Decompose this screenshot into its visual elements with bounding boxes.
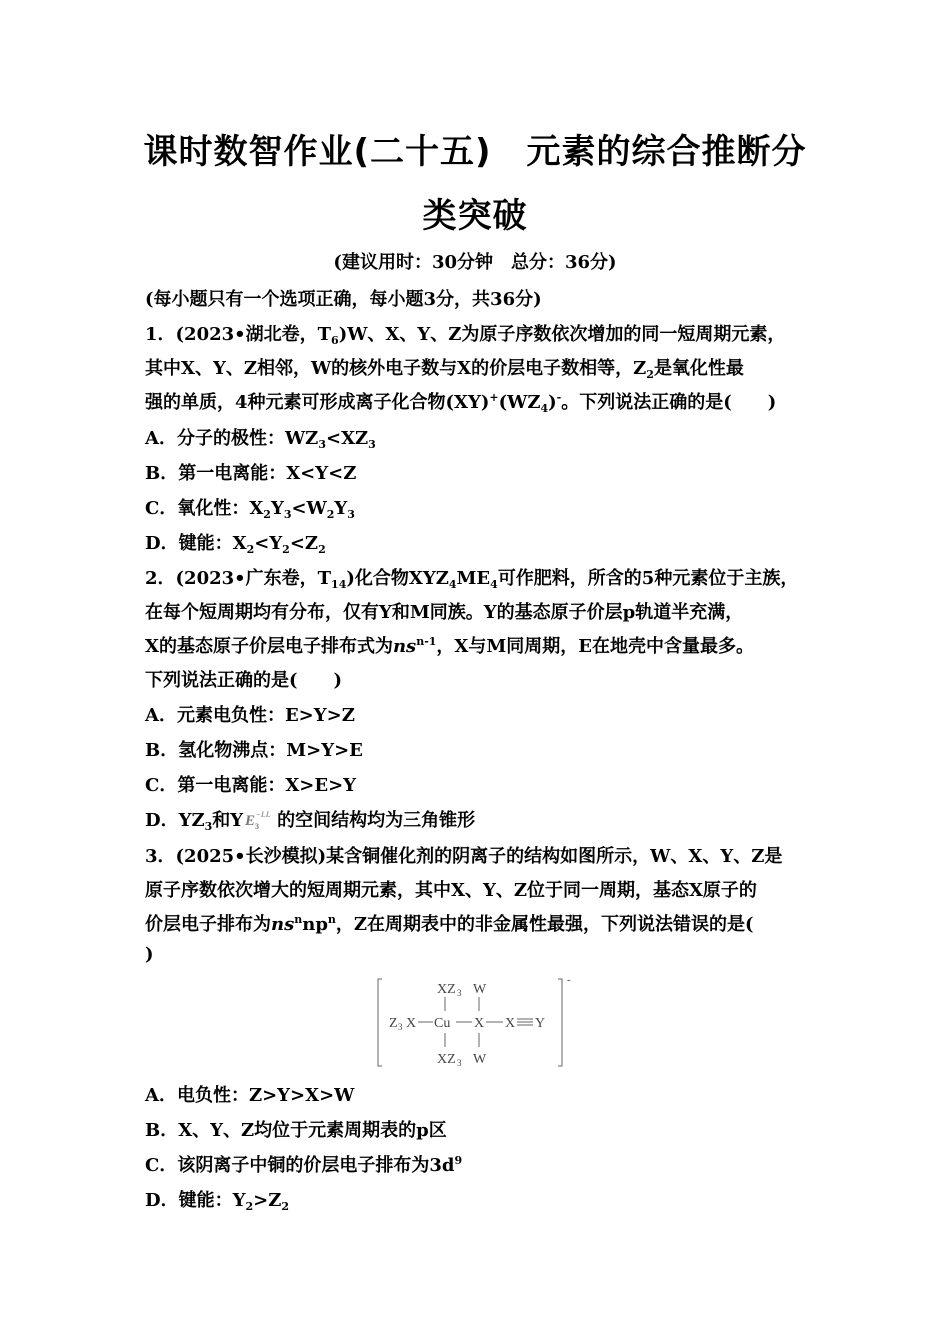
- q2-option-c: C．第一电离能：X>E>Y: [145, 775, 357, 796]
- q1-option-d: D．键能：$X_2<Y_2<Z_2$: [145, 533, 326, 556]
- ion-sup: −LL: [256, 810, 271, 819]
- center-x-label: X: [474, 1016, 485, 1031]
- left-z-sub: 3: [398, 1022, 403, 1032]
- q3-option-d: D．键能：$Y_2>Z_2$: [145, 1190, 290, 1213]
- ion-sub: 3: [255, 822, 260, 830]
- q3-stem-line4: ): [145, 944, 154, 965]
- q1-option-a: A．分子的极性：$WZ_3<XZ_3$: [145, 428, 376, 451]
- bottom-w-label: W: [473, 1052, 487, 1067]
- top-xz-label: XZ: [437, 982, 456, 997]
- page-title-line1: 课时数智作业(二十五) 元素的综合推断分: [143, 132, 807, 172]
- q2-stem-line4: 下列说法正确的是( ): [145, 670, 343, 691]
- left-z-label: Z: [389, 1016, 398, 1031]
- q2-stem-line2: 在每个短周期均有分布，仅有Y和M同族。Y的基态原子价层p轨道半充满，: [145, 602, 744, 623]
- bottom-xz-label: XZ: [437, 1052, 456, 1067]
- q1-option-c: C．氧化性：$X_2Y_3<W_2Y_3$: [145, 498, 355, 521]
- q2-option-b: B．氢化物沸点：M>Y>E: [145, 740, 363, 761]
- q2-stem-line3: X的基态原子价层电子排布式为$ns^{n-1}$，X与M同周期，E在地壳中含量最多。: [145, 635, 755, 657]
- page-title-line2: 类突破: [422, 196, 528, 236]
- top-w-label: W: [473, 982, 487, 997]
- right-x-label: X: [505, 1016, 516, 1031]
- ion-e: E: [245, 813, 256, 829]
- right-y-label: Y: [535, 1016, 546, 1031]
- right-bracket: [558, 979, 562, 1066]
- cu-label: Cu: [434, 1016, 451, 1031]
- top-xz-sub: 3: [457, 988, 462, 998]
- q2-option-d: D．$YZ_3$和Y E 3 −LL 的空间结构均为三角锥形: [145, 810, 476, 833]
- instruction-line: (每小题只有一个选项正确，每小题3分，共36分): [145, 289, 542, 310]
- q3-option-b: B．X、Y、Z均位于元素周期表的p区: [145, 1120, 447, 1141]
- q3-option-c: C．该阴离子中铜的价层电子排布为$3d^9$: [145, 1154, 463, 1176]
- charge-label: -: [567, 975, 571, 986]
- q2-stem-line1: 2．(2023•广东卷，$T_{14}$)化合物$XYZ_4ME_4$可作肥料，所含的5种元素位于主族，: [145, 568, 799, 591]
- q1-stem-line2: 其中X、Y、Z相邻，W的核外电子数与X的价层电子数相等，$Z_2$是氧化性最: [145, 358, 744, 381]
- q1-stem-line1: 1．(2023•湖北卷，$T_6)W$、X、Y、Z为原子序数依次增加的同一短周期元素，: [145, 324, 786, 347]
- q2-option-a: A．元素电负性：E>Y>Z: [145, 705, 355, 726]
- q1-option-b: B．第一电离能：X<Y<Z: [145, 463, 357, 484]
- q3-stem-line3: 价层电子排布为$ns^nnp^n$，Z在周期表中的非金属性最强，下列说法错误的是(: [145, 913, 754, 935]
- q3-option-a: A．电负性：Z>Y>X>W: [145, 1085, 355, 1106]
- q1-stem-line3: 强的单质，4种元素可形成离子化合物$(XY)^+(WZ_4)^-$。下列说法正确的是( ): [145, 391, 777, 415]
- left-x-label: X: [406, 1016, 417, 1031]
- q3-stem-line1: 3．(2025•长沙模拟)某含铜催化剂的阴离子的结构如图所示，W、X、Y、Z是: [145, 846, 783, 867]
- bottom-xz-sub: 3: [457, 1058, 462, 1068]
- ion-formula-image: [243, 810, 277, 830]
- left-bracket: [378, 979, 382, 1066]
- q3-stem-line2: 原子序数依次增大的短周期元素，其中X、Y、Z位于同一周期，基态X原子的: [145, 880, 757, 901]
- time-and-score-note: (建议用时：30分钟 总分：36分): [333, 252, 617, 273]
- anion-structure-diagram: [375, 975, 580, 1070]
